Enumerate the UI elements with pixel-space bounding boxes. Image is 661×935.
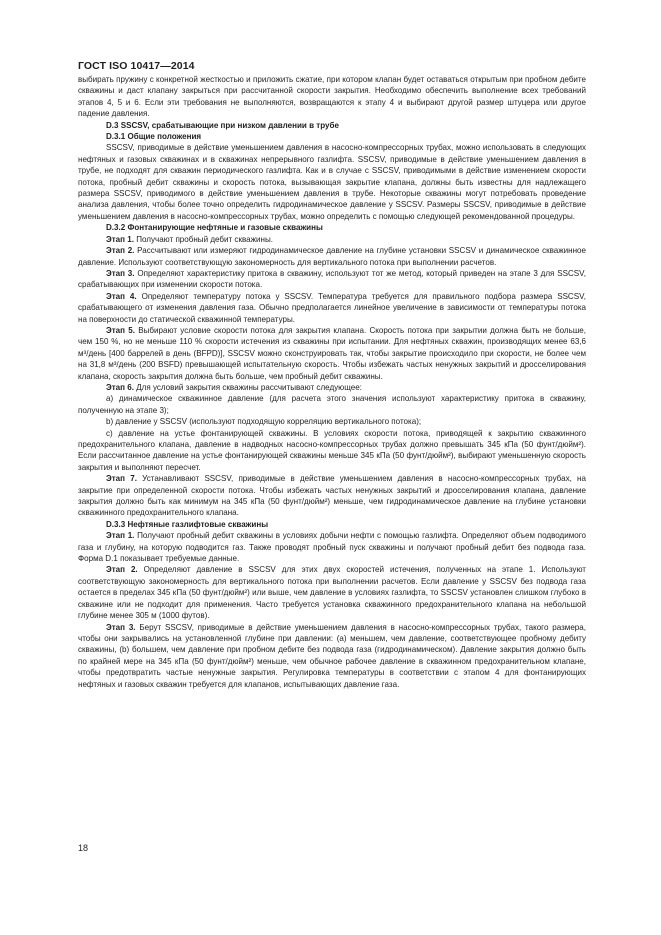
step-label: Этап 3. [106, 622, 136, 632]
step-paragraph [78, 245, 586, 268]
step-text: Устанавливают SSCSV, приводимые в действие уменьшением давления в насосно-компрессорных трубах, на закрытие при определенной скорости потока. Чтобы избежать частых ненужных закрытий и дросселирования клапана, давление закрытия должно быть как минимум на 345 кПа (50 фунт/дюйм²) меньше, чем гидродинамическое давление на глубине установки скважинного предохранительного клапана. [78, 474, 586, 518]
subsection-heading-d31: D.3.1 Общие положения [106, 132, 202, 142]
step-text: Для условий закрытия скважины рассчитывают следующее: [136, 382, 362, 392]
step-label: Этап 1. [106, 234, 134, 244]
step-text: Рассчитывают или измеряют гидродинамическое давление на глубине установки SSCSV и динамическое скважинное давление. Используют соответствующую закономерность для вертикального потока при выполнении расчетов. [78, 246, 586, 267]
step-paragraph [78, 325, 586, 382]
step-label: Этап 1. [106, 531, 135, 541]
step-paragraph [78, 473, 586, 519]
step-label: Этап 2. [106, 565, 138, 575]
step-text: Получают пробный дебит скважины в условиях добычи нефти с помощью газлифта. Определяют объем подводимого газа и глубину, на которую подводится газ. Также проводят пробный пуск скважины и получают пробный дебит без подвода газа. Форма D.1 показывает требуемые данные. [78, 531, 586, 564]
subsection-heading-d32: D.3.2 Фонтанирующие нефтяные и газовые скважины [106, 223, 323, 233]
list-item: c) давление на устье фонтанирующей скважины. В условиях скорости потока, приводящей к закрытию скважинного предохранительного клапана, давление в надводных насосно-компрессорных трубах должно превышать 345 кПа (50 фунт/дюйм²). Если рассчитанное давление на устье фонтанирующей скважины меньше 345 кПа (50 фунт/дюйм²), выбирают уменьшенную скорость закрытия и выполняют пересчет. [78, 428, 586, 472]
paragraph: выбирать пружину с конкретной жесткостью и приложить сжатие, при котором клапан будет оставаться открытым при пробном дебите скважины и даст клапану закрыться при рассчитанной скорости закрытия. Необходимо обеспечить выполнение всех требований этапов 4, 5 и 6. Если эти требования не выполняются, возвращаются к этапу 4 и выбирают другой размер штуцера или другое падение давления. [78, 75, 586, 119]
step-paragraph [78, 530, 586, 564]
section-heading-d3: D.3 SSCSV, срабатывающие при низком давлении в трубе [106, 120, 339, 130]
step-paragraph [78, 234, 586, 245]
list-item: a) динамическое скважинное давление (для расчета этого значения используют характеристику притока в скважину, полученную на этапе 3); [78, 394, 586, 415]
step-paragraph [78, 564, 586, 621]
step-paragraph [78, 268, 586, 291]
page-number: 18 [78, 843, 89, 853]
page-header: ГОСТ ISO 10417—2014 [78, 60, 195, 72]
subsection-heading-d33: D.3.3 Нефтяные газлифтовые скважины [106, 519, 269, 529]
step-text: Определяют давление в SSCSV для этих двух скоростей истечения, полученных на этапе 1. Используют соответствующую закономерность для вертикального потока при выполнении расчетов. Если давление у SSCSV без подвода газа остается в пределах 345 кПа (50 фунт/дюйм²) или выше, чем давление в условиях газлифта, то SSCSV установлен слишком глубоко в скважине или не подходит для применения. Часто требуется установка скважинного предохранительного клапана на небольшой глубине менее 305 м (1000 футов). [78, 565, 586, 621]
step-label: Этап 2. [106, 246, 135, 256]
paragraph: SSCSV, приводимые в действие уменьшением давления в насосно-компрессорных трубах, можно использовать в следующих нефтяных и газовых скважинах и в скважинах непрерывного газлифта. SSCSV, приводимые в действие уменьшением давления в трубе, не подходят для скважин периодического газлифта. Как и в случае с SSCSV, приводимыми в действие изменением скорости потока, пробный дебит скважины и скорость потока, вызывающая закрытие клапана, должны быть известны для надлежащего размера SSCSV, приводимого в действие уменьшением давления в трубе. Некоторые скважины могут потребовать проведение анализа давления, чтобы более точно определить гидродинамическое давление у SSCSV. Размеры SSCSV, приводимые в действие уменьшением давления в насосно-компрессорных трубах, можно определить с помощью следующей рекомендованной процедуры. [78, 143, 586, 221]
step-text: Определяют температуру потока у SSCSV. Температура требуется для правильного подбора размера SSCSV, срабатывающего от изменения давления газа. Обычно предполагается линейное увеличение в зависимости от температуры потока на поверхности до статической скважинной температуры. [78, 291, 586, 324]
step-label: Этап 3. [106, 268, 135, 278]
step-paragraph [78, 622, 586, 690]
step-paragraph [78, 291, 586, 325]
step-text: Получают пробный дебит скважины. [136, 234, 273, 244]
step-text: Выбирают условие скорости потока для закрытия клапана. Скорость потока при закрытии должна быть не больше, чем 150 %, но не меньше 110 % скорости истечения из скважины при испытании. Для нефтяных скважин, производящих менее 63,6 м³/день [400 баррелей в день (BFPD)], SSCSV можно сконструировать так, чтобы закрытие происходило при скорости, не более чем на 31,8 м³/день (200 BSFD) превышающей испытательную скорость. Чтобы избежать частых ненужных закрытий и дросселирования клапана, скорость закрытия должна быть больше, чем пробный дебит скважины. [78, 325, 586, 381]
step-label: Этап 4. [106, 291, 137, 301]
step-paragraph [78, 382, 586, 393]
step-text: Берут SSCSV, приводимые в действие уменьшением давления в насосно-компрессорных трубах, такого размера, чтобы они закрывались на установленной глубине при давлении: (a) меньшем, чем давление, соответствующее пробному дебиту скважины, (b) большем, чем давление при пробном дебите без подвода газа (гидродинамическом). Давление закрытия должно быть по крайней мере на 345 кПа (50 фунт/дюйм²) меньше, чем обычное рабочее давление в скважинном предохранительном клапане, чтобы предотвратить частые ненужные закрытия. Регулировка температуры в соответствии с этапом 4 для фонтанирующих нефтяных и газовых скважин требуется для клапанов, испытывающих давление газа. [78, 622, 586, 689]
list-item: b) давление у SSCSV (используют подходящую корреляцию вертикального потока); [106, 417, 422, 427]
step-label: Этап 6. [106, 382, 134, 392]
step-text: Определяют характеристику притока в скважину, используют тот же метод, который приведен на этапе 3 для SSCSV, срабатывающих при изменении скорости потока. [78, 268, 586, 290]
step-label: Этап 7. [106, 474, 137, 484]
step-label: Этап 5. [106, 325, 135, 335]
body-text [78, 74, 586, 690]
